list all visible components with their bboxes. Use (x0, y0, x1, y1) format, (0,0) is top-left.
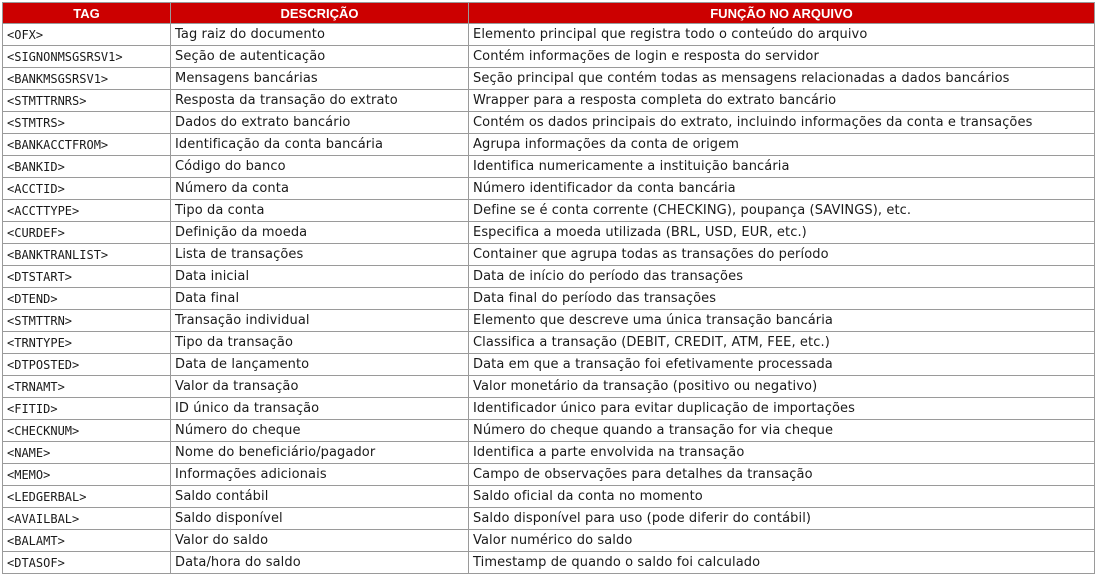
function-cell: Número identificador da conta bancária (469, 178, 1095, 200)
description-cell: Transação individual (171, 310, 469, 332)
tag-cell: <TRNAMT> (3, 376, 171, 398)
function-cell: Saldo disponível para uso (pode diferir do contábil) (469, 508, 1095, 530)
table-row (3, 244, 1095, 266)
function-cell: Elemento principal que registra todo o conteúdo do arquivo (469, 24, 1095, 46)
function-cell: Elemento que descreve uma única transação bancária (469, 310, 1095, 332)
function-cell: Container que agrupa todas as transações do período (469, 244, 1095, 266)
description-cell: Data/hora do saldo (171, 552, 469, 574)
description-cell: Lista de transações (171, 244, 469, 266)
function-cell: Valor numérico do saldo (469, 530, 1095, 552)
table-row (3, 398, 1095, 420)
table-row (3, 486, 1095, 508)
description-cell: Valor do saldo (171, 530, 469, 552)
function-cell: Classifica a transação (DEBIT, CREDIT, ATM, FEE, etc.) (469, 332, 1095, 354)
function-cell: Identifica numericamente a instituição bancária (469, 156, 1095, 178)
table-row (3, 112, 1095, 134)
table-row (3, 420, 1095, 442)
tag-cell: <TRNTYPE> (3, 332, 171, 354)
tag-cell: <MEMO> (3, 464, 171, 486)
header-row (3, 3, 1095, 24)
table-row (3, 266, 1095, 288)
description-cell: Número da conta (171, 178, 469, 200)
tag-cell: <DTEND> (3, 288, 171, 310)
description-cell: Tipo da transação (171, 332, 469, 354)
tag-cell: <AVAILBAL> (3, 508, 171, 530)
tag-cell: <OFX> (3, 24, 171, 46)
header-descricao: DESCRIÇÃO (171, 3, 469, 24)
table-row (3, 156, 1095, 178)
description-cell: Tipo da conta (171, 200, 469, 222)
table-row (3, 508, 1095, 530)
ofx-tags-table (2, 2, 1095, 574)
tag-cell: <DTSTART> (3, 266, 171, 288)
function-cell: Wrapper para a resposta completa do extrato bancário (469, 90, 1095, 112)
function-cell: Agrupa informações da conta de origem (469, 134, 1095, 156)
description-cell: Data de lançamento (171, 354, 469, 376)
table-row (3, 354, 1095, 376)
table-row (3, 530, 1095, 552)
description-cell: Resposta da transação do extrato (171, 90, 469, 112)
table-row (3, 552, 1095, 574)
function-cell: Saldo oficial da conta no momento (469, 486, 1095, 508)
tag-cell: <DTASOF> (3, 552, 171, 574)
description-cell: Seção de autenticação (171, 46, 469, 68)
tag-cell: <SIGNONMSGSRSV1> (3, 46, 171, 68)
description-cell: Mensagens bancárias (171, 68, 469, 90)
table-row (3, 442, 1095, 464)
tag-cell: <STMTTRN> (3, 310, 171, 332)
description-cell: Dados do extrato bancário (171, 112, 469, 134)
description-cell: Código do banco (171, 156, 469, 178)
table-row (3, 200, 1095, 222)
function-cell: Define se é conta corrente (CHECKING), poupança (SAVINGS), etc. (469, 200, 1095, 222)
tag-cell: <BANKACCTFROM> (3, 134, 171, 156)
tag-cell: <BANKTRANLIST> (3, 244, 171, 266)
description-cell: ID único da transação (171, 398, 469, 420)
header-tag: TAG (3, 3, 171, 24)
tag-cell: <NAME> (3, 442, 171, 464)
function-cell: Data em que a transação foi efetivamente processada (469, 354, 1095, 376)
description-cell: Saldo disponível (171, 508, 469, 530)
tag-cell: <BANKID> (3, 156, 171, 178)
table-header (3, 3, 1095, 24)
table-body (3, 24, 1095, 574)
function-cell: Identifica a parte envolvida na transação (469, 442, 1095, 464)
tag-cell: <BALAMT> (3, 530, 171, 552)
function-cell: Contém os dados principais do extrato, incluindo informações da conta e transações (469, 112, 1095, 134)
table-row (3, 178, 1095, 200)
description-cell: Tag raiz do documento (171, 24, 469, 46)
description-cell: Saldo contábil (171, 486, 469, 508)
tag-cell: <DTPOSTED> (3, 354, 171, 376)
tag-cell: <ACCTID> (3, 178, 171, 200)
description-cell: Nome do beneficiário/pagador (171, 442, 469, 464)
table-row (3, 222, 1095, 244)
table-row (3, 68, 1095, 90)
table-row (3, 24, 1095, 46)
description-cell: Informações adicionais (171, 464, 469, 486)
description-cell: Definição da moeda (171, 222, 469, 244)
ofx-tags-table-container (2, 2, 1095, 574)
table-row (3, 90, 1095, 112)
table-row (3, 134, 1095, 156)
function-cell: Timestamp de quando o saldo foi calculado (469, 552, 1095, 574)
description-cell: Valor da transação (171, 376, 469, 398)
header-funcao: FUNÇÃO NO ARQUIVO (469, 3, 1095, 24)
function-cell: Especifica a moeda utilizada (BRL, USD, EUR, etc.) (469, 222, 1095, 244)
tag-cell: <LEDGERBAL> (3, 486, 171, 508)
function-cell: Data de início do período das transações (469, 266, 1095, 288)
function-cell: Campo de observações para detalhes da transação (469, 464, 1095, 486)
table-row (3, 310, 1095, 332)
function-cell: Contém informações de login e resposta do servidor (469, 46, 1095, 68)
function-cell: Data final do período das transações (469, 288, 1095, 310)
tag-cell: <BANKMSGSRSV1> (3, 68, 171, 90)
description-cell: Número do cheque (171, 420, 469, 442)
tag-cell: <ACCTTYPE> (3, 200, 171, 222)
tag-cell: <STMTRS> (3, 112, 171, 134)
function-cell: Número do cheque quando a transação for via cheque (469, 420, 1095, 442)
table-row (3, 376, 1095, 398)
function-cell: Seção principal que contém todas as mensagens relacionadas a dados bancários (469, 68, 1095, 90)
table-row (3, 46, 1095, 68)
tag-cell: <FITID> (3, 398, 171, 420)
description-cell: Data final (171, 288, 469, 310)
table-row (3, 464, 1095, 486)
table-row (3, 332, 1095, 354)
tag-cell: <CHECKNUM> (3, 420, 171, 442)
tag-cell: <STMTTRNRS> (3, 90, 171, 112)
function-cell: Identificador único para evitar duplicação de importações (469, 398, 1095, 420)
function-cell: Valor monetário da transação (positivo ou negativo) (469, 376, 1095, 398)
description-cell: Identificação da conta bancária (171, 134, 469, 156)
description-cell: Data inicial (171, 266, 469, 288)
tag-cell: <CURDEF> (3, 222, 171, 244)
table-row (3, 288, 1095, 310)
